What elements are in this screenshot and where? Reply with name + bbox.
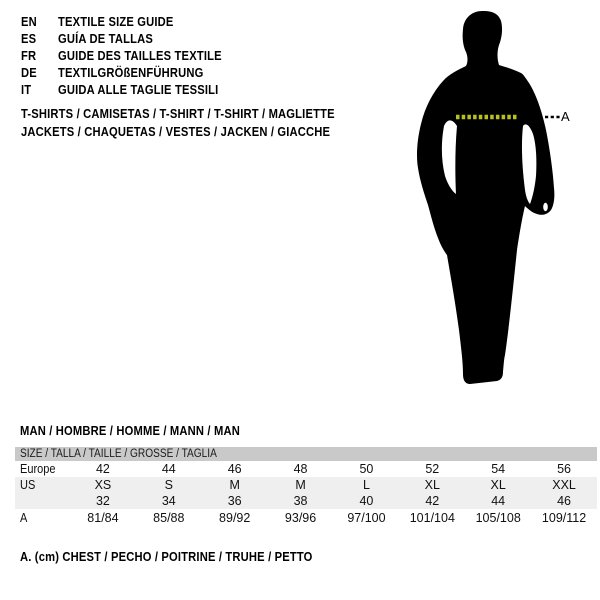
size-cell: XS	[94, 478, 112, 492]
category-jackets: JACKETS / CHAQUETAS / VESTES / JACKEN / GIACCHE	[21, 124, 331, 139]
language-title: TEXTILE SIZE GUIDE	[58, 14, 174, 29]
row-label	[15, 477, 70, 493]
measure-label-a: A	[561, 109, 570, 124]
size-cell: 85/88	[153, 511, 185, 525]
measurement-footnote	[20, 549, 360, 564]
language-code: FR	[21, 48, 37, 63]
size-cell: XL	[490, 478, 506, 492]
language-row	[21, 64, 248, 81]
hand-notch	[543, 203, 548, 211]
silhouette-body	[417, 11, 554, 384]
size-cell: 44	[491, 494, 506, 508]
table-row-us	[15, 477, 597, 493]
size-cell: 48	[293, 462, 308, 476]
size-cell: 46	[227, 462, 242, 476]
language-row	[21, 13, 248, 30]
row-label	[15, 461, 70, 477]
size-cell: 97/100	[347, 511, 386, 525]
language-title: GUIDE DES TAILLES TEXTILE	[58, 48, 222, 63]
category-block	[21, 105, 386, 141]
size-cell: 81/84	[87, 511, 119, 525]
language-code: EN	[21, 14, 37, 29]
man-silhouette-svg	[400, 0, 600, 400]
size-table-grid	[15, 461, 597, 527]
size-cell: 56	[557, 462, 572, 476]
language-title: TEXTILGRÖßENFÜHRUNG	[58, 65, 204, 80]
language-title: GUIDA ALLE TAGLIE TESSILI	[58, 82, 219, 97]
size-cell: 42	[95, 462, 110, 476]
table-row-chest-cm	[15, 509, 597, 527]
size-cell: 101/104	[409, 511, 455, 525]
row-label-text: A	[20, 511, 28, 525]
size-cell: 93/96	[284, 511, 317, 525]
row-label	[15, 493, 70, 509]
size-cell: 42	[425, 494, 440, 508]
language-code: DE	[21, 65, 37, 80]
size-table-header-text: SIZE / TALLA / TAILLE / GRÖSSE / TAGLIA	[20, 448, 217, 460]
row-label-text: US	[20, 478, 36, 492]
row-label-text: Europe	[20, 462, 56, 476]
language-row	[21, 81, 248, 98]
size-cell: 44	[161, 462, 176, 476]
size-cell: 38	[293, 494, 308, 508]
language-code: IT	[21, 82, 32, 97]
size-cell: M	[295, 478, 306, 492]
table-row-us-numeric	[15, 493, 597, 509]
language-code: ES	[21, 31, 37, 46]
size-cell: 32	[95, 494, 110, 508]
section-title-text: MAN / HOMBRE / HOMME / MANN / MAN	[20, 423, 240, 438]
size-cell: 46	[557, 494, 572, 508]
size-cell: 36	[227, 494, 242, 508]
man-silhouette-figure	[400, 0, 600, 400]
size-table-header	[15, 447, 597, 461]
size-table	[15, 447, 597, 527]
size-cell: 54	[491, 462, 506, 476]
size-cell: S	[164, 478, 173, 492]
language-title-block	[21, 13, 248, 98]
size-cell: 109/112	[541, 511, 587, 525]
size-cell: L	[362, 478, 370, 492]
language-row	[21, 30, 248, 47]
language-row	[21, 47, 248, 64]
size-cell: 52	[425, 462, 440, 476]
size-cell: XXL	[552, 478, 576, 492]
size-cell: XL	[424, 478, 440, 492]
section-title-man	[20, 423, 276, 438]
measurement-footnote-text: A. (cm) CHEST / PECHO / POITRINE / TRUHE / PETTO	[20, 549, 313, 564]
size-cell: 34	[161, 494, 176, 508]
size-cell: 89/92	[219, 511, 251, 525]
size-cell: 50	[359, 462, 374, 476]
row-label	[15, 509, 70, 527]
size-cell: 105/108	[475, 511, 521, 525]
table-row-europe	[15, 461, 597, 477]
size-cell: M	[229, 478, 240, 492]
language-title: GUÍA DE TALLAS	[58, 31, 153, 46]
category-tshirts: T-SHIRTS / CAMISETAS / T-SHIRT / T-SHIRT / MAGLIETTE	[21, 106, 335, 121]
size-cell: 40	[359, 494, 374, 508]
